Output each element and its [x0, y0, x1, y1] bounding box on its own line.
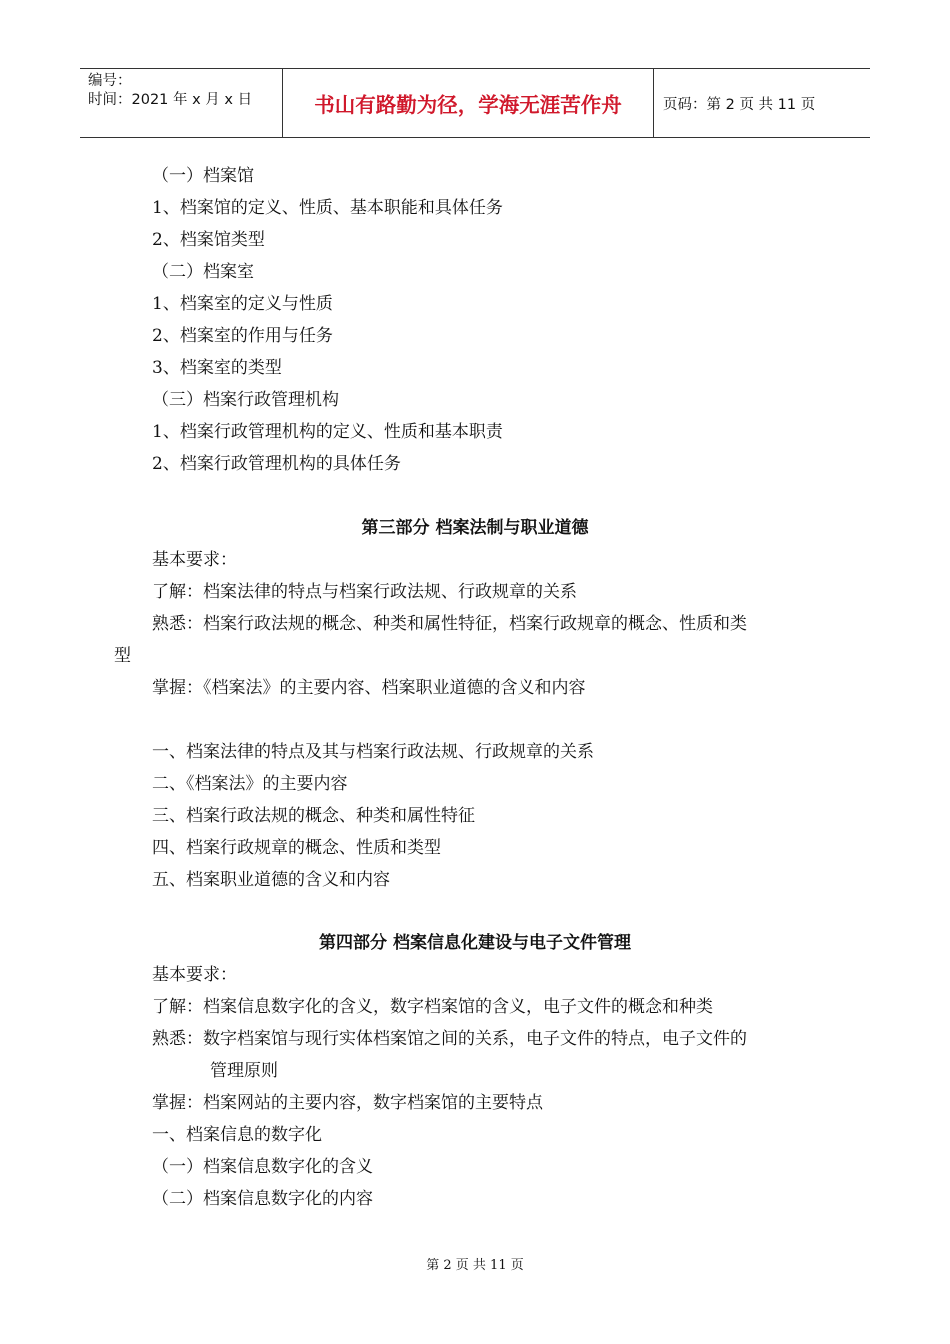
list-item: 3、档案室的类型 [152, 358, 282, 378]
list-item: 一、档案信息的数字化 [152, 1125, 322, 1145]
understand-text: 了解：档案法律的特点与档案行政法规、行政规章的关系 [152, 582, 577, 602]
header-date: 时间：2021 年 x 月 x 日 [88, 92, 253, 108]
list-item: （三）档案行政管理机构 [152, 390, 339, 410]
section-heading-part3: 第三部分 档案法制与职业道德 [361, 518, 589, 538]
serial-number: 编号： [88, 73, 132, 89]
familiar-text-cont: 管理原则 [210, 1061, 278, 1081]
understand-text: 了解：档案信息数字化的含义，数字档案馆的含义，电子文件的概念和种类 [152, 997, 713, 1017]
list-item: 五、档案职业道德的含义和内容 [152, 870, 390, 890]
requirements-label: 基本要求： [152, 965, 237, 985]
section-heading-part4: 第四部分 档案信息化建设与电子文件管理 [319, 933, 631, 953]
list-item: （二）档案室 [152, 262, 254, 282]
list-item: （一）档案信息数字化的含义 [152, 1157, 373, 1177]
familiar-text-cont: 型 [114, 646, 131, 666]
list-item: 二、《档案法》的主要内容 [152, 774, 348, 794]
header-page-number: 页码：第 2 页 共 11 页 [663, 96, 816, 113]
requirements-label: 基本要求： [152, 550, 237, 570]
master-text: 掌握：《档案法》的主要内容、档案职业道德的含义和内容 [152, 678, 586, 698]
list-item: 一、档案法律的特点及其与档案行政法规、行政规章的关系 [152, 742, 594, 762]
header-meta [80, 69, 282, 137]
master-text: 掌握：档案网站的主要内容，数字档案馆的主要特点 [152, 1093, 543, 1113]
list-item: 2、档案行政管理机构的具体任务 [152, 454, 401, 474]
list-item: 2、档案室的作用与任务 [152, 326, 333, 346]
list-item: 四、档案行政规章的概念、性质和类型 [152, 838, 441, 858]
familiar-text: 熟悉：数字档案馆与现行实体档案馆之间的关系，电子文件的特点，电子文件的 [152, 1029, 747, 1049]
list-item: （一）档案馆 [152, 166, 254, 186]
page-footer: 第 2 页 共 11 页 [426, 1258, 524, 1273]
list-item: 1、档案馆的定义、性质、基本职能和具体任务 [152, 198, 503, 218]
header-motto: 书山有路勤为径，学海无涯苦作舟 [282, 69, 654, 137]
list-item: 1、档案行政管理机构的定义、性质和基本职责 [152, 422, 503, 442]
list-item: 1、档案室的定义与性质 [152, 294, 333, 314]
list-item: 2、档案馆类型 [152, 230, 265, 250]
familiar-text: 熟悉：档案行政法规的概念、种类和属性特征，档案行政规章的概念、性质和类 [152, 614, 747, 634]
page-header [80, 68, 870, 138]
list-item: 三、档案行政法规的概念、种类和属性特征 [152, 806, 475, 826]
list-item: （二）档案信息数字化的内容 [152, 1189, 373, 1209]
